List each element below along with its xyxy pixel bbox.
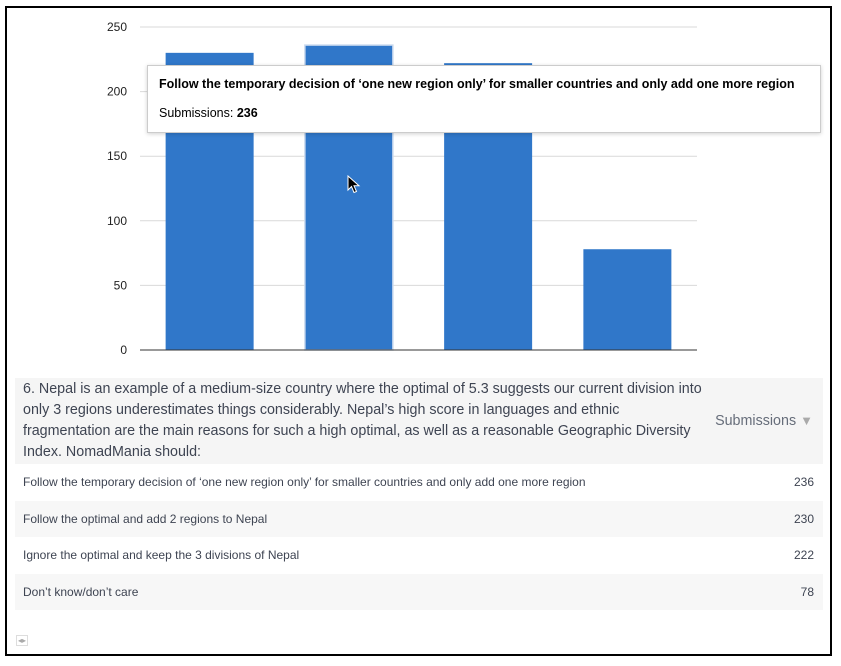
- table-header-row: [15, 378, 823, 464]
- data-table: [15, 378, 823, 610]
- row-count: 78: [800, 584, 814, 599]
- resize-handle-icon[interactable]: ◂▸: [18, 636, 27, 645]
- row-label: Don’t know/don’t care: [23, 584, 139, 599]
- y-tick-label: 0: [120, 343, 127, 357]
- table-body: [15, 464, 823, 610]
- table-row[interactable]: [15, 537, 823, 574]
- row-count: 222: [793, 548, 814, 563]
- row-label: Follow the temporary decision of ‘one new region only’ for smaller countries and only add one more region: [23, 475, 586, 490]
- table-row[interactable]: [15, 501, 823, 538]
- submissions-header-label[interactable]: Submissions: [715, 413, 797, 429]
- row-label: Ignore the optimal and keep the 3 divisions of Nepal: [23, 548, 300, 563]
- bar-chart: [7, 8, 830, 368]
- tooltip-value-line: [159, 106, 809, 120]
- mouse-pointer-icon: [347, 175, 361, 195]
- y-tick-label: 200: [106, 84, 127, 99]
- y-tick-label: 50: [113, 278, 127, 293]
- y-tick-label: 250: [106, 20, 127, 34]
- row-count: 230: [793, 511, 814, 526]
- y-axis-ticks: [107, 20, 127, 357]
- tooltip-label: Submissions:: [159, 106, 237, 120]
- tooltip-title: Follow the temporary decision of ‘one new region only’ for smaller countries and only add one more region: [159, 77, 795, 91]
- submissions-column-header[interactable]: [715, 413, 813, 429]
- row-label: Follow the optimal and add 2 regions to Nepal: [23, 511, 268, 526]
- row-count: 236: [793, 475, 814, 490]
- chart-tooltip: [147, 65, 821, 133]
- tooltip-value: 236: [236, 106, 258, 120]
- sort-desc-icon[interactable]: ▼: [800, 413, 813, 428]
- table-row[interactable]: [15, 574, 823, 611]
- chart-frame: [5, 6, 832, 656]
- question-text: 6. Nepal is an example of a medium-size country where the optimal of 5.3 suggests our current division into only 3 regions underestimates things considerably. Nepal’s high score in languages and ethnic fragmentation are the main reasons for such a high optimal, as well as a reasonable Geographic Diversity Index. NomadMania should:: [23, 381, 702, 460]
- y-tick-label: 150: [106, 149, 127, 164]
- table-row[interactable]: [15, 464, 823, 501]
- y-tick-label: 100: [106, 213, 127, 228]
- bar-4[interactable]: [583, 249, 671, 350]
